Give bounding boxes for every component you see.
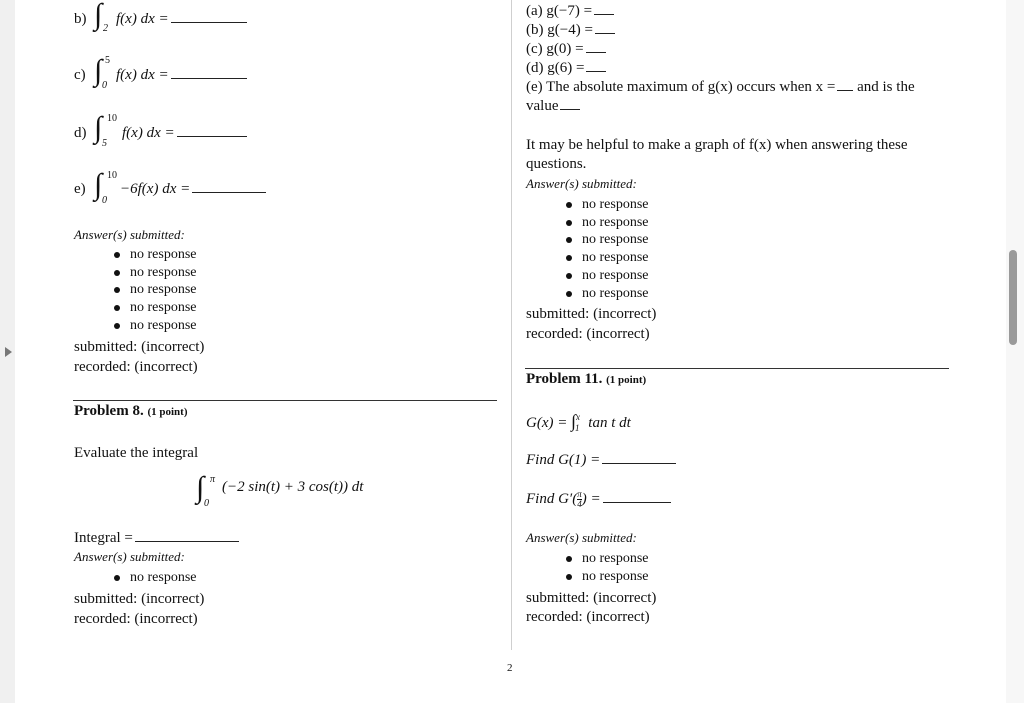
upper-limit-p8: π (210, 474, 216, 485)
list-item: no response (566, 285, 649, 303)
item-d: (d) g(6) = (526, 60, 606, 77)
problem-8-heading: Problem 8. (1 point) (74, 403, 188, 419)
scrollbar[interactable] (1006, 0, 1024, 703)
item-e: (e) The absolute maximum of g(x) occurs when x = and is the (526, 79, 915, 95)
recorded-status: recorded: (incorrect) (526, 326, 650, 342)
answers-submitted-label: Answer(s) submitted: (74, 227, 185, 242)
integral-answer-row: Integral = (74, 530, 239, 547)
lower-limit-c: 0 (102, 80, 107, 91)
answer-blank-d[interactable] (177, 135, 247, 137)
answer-blank-g1[interactable] (602, 462, 676, 464)
fraction-pi-over-4: $\frac{\pi}{4}$ (577, 489, 582, 509)
integral-sign-b: ∫ (94, 0, 103, 31)
integral-sign-d: ∫ (94, 111, 103, 144)
upper-limit-d: 10 (107, 113, 117, 124)
lower-limit-d: 5 (102, 138, 107, 149)
lower-limit-b: 2 (103, 23, 108, 34)
problem-8-rule (73, 400, 497, 401)
part-e-label: e) (74, 181, 86, 197)
problem-11-definition: G(x) = ∫$^x_1$ tan t dt (526, 411, 631, 433)
answers-submitted-label: Answer(s) submitted: (74, 549, 185, 564)
list-item: no response (114, 317, 197, 335)
item-e-value: value (526, 98, 580, 115)
recorded-status: recorded: (incorrect) (74, 359, 198, 375)
lower-limit-p8: 0 (204, 498, 209, 509)
response-list (114, 246, 197, 335)
item-b: (b) g(−4) = (526, 22, 615, 39)
hint-line-2: questions. (526, 156, 587, 172)
column-divider (511, 0, 512, 650)
submitted-status: submitted: (incorrect) (526, 306, 657, 322)
problem-8-integrand: (−2 sin(t) + 3 cos(t)) dt (222, 479, 364, 495)
problem-11-heading: Problem 11. (1 point) (526, 371, 647, 387)
part-c-label: c) (74, 67, 86, 83)
list-item: no response (114, 281, 197, 299)
item-c: (c) g(0) = (526, 41, 606, 58)
answer-blank-rb[interactable] (595, 32, 615, 34)
list-item: no response (566, 196, 649, 214)
submitted-status: submitted: (incorrect) (526, 590, 657, 606)
upper-limit-c: 5 (105, 55, 110, 66)
recorded-status: recorded: (incorrect) (526, 609, 650, 625)
part-b-label: b) (74, 11, 87, 27)
part-e-expr: −6f(x) dx = (120, 181, 266, 198)
answers-submitted-label: Answer(s) submitted: (526, 530, 637, 545)
list-item: no response (114, 246, 197, 264)
list-item: no response (566, 550, 649, 568)
part-d-label: d) (74, 125, 87, 141)
page-number: 2 (507, 662, 513, 674)
part-d-expr: f(x) dx = (122, 125, 247, 142)
response-list (566, 550, 649, 585)
item-a: (a) g(−7) = (526, 3, 614, 20)
list-item: no response (114, 299, 197, 317)
problem-11-rule (525, 368, 949, 369)
lower-limit-e: 0 (102, 195, 107, 206)
integral-answer-blank[interactable] (135, 540, 239, 542)
answer-blank-c[interactable] (171, 77, 247, 79)
submitted-status: submitted: (incorrect) (74, 591, 205, 607)
answer-blank-rd[interactable] (586, 70, 606, 72)
answer-blank-rc[interactable] (586, 51, 606, 53)
part-b-expr: f(x) dx = (116, 11, 247, 28)
scrollbar-thumb[interactable] (1009, 250, 1017, 345)
answer-blank-e[interactable] (192, 191, 266, 193)
answer-blank-gprime[interactable] (603, 501, 671, 503)
recorded-status: recorded: (incorrect) (74, 611, 198, 627)
list-item: no response (566, 568, 649, 586)
answer-blank-re-value[interactable] (560, 108, 580, 110)
answer-blank-b[interactable] (171, 21, 247, 23)
integral-sign-p8: ∫ (196, 471, 205, 504)
list-item: no response (566, 214, 649, 232)
hint-line-1: It may be helpful to make a graph of f(x) when answering these (526, 137, 908, 153)
expand-arrow-icon[interactable] (5, 347, 12, 357)
response-list (114, 569, 197, 587)
list-item: no response (566, 231, 649, 249)
integral-sign-c: ∫ (94, 54, 103, 87)
answers-submitted-label: Answer(s) submitted: (526, 176, 637, 191)
list-item: no response (566, 249, 649, 267)
find-g-prime: Find G′( $\frac{\pi}{4}$ ) = (526, 490, 671, 509)
find-g-1: Find G(1) = (526, 452, 676, 469)
answer-blank-a[interactable] (594, 13, 614, 15)
part-c-expr: f(x) dx = (116, 67, 247, 84)
answer-blank-re-x[interactable] (837, 89, 853, 91)
list-item: no response (114, 569, 197, 587)
list-item: no response (114, 264, 197, 282)
upper-limit-e: 10 (107, 170, 117, 181)
submitted-status: submitted: (incorrect) (74, 339, 205, 355)
integral-sign-e: ∫ (94, 168, 103, 201)
problem-8-prompt: Evaluate the integral (74, 445, 199, 461)
list-item: no response (566, 267, 649, 285)
response-list (566, 196, 649, 302)
